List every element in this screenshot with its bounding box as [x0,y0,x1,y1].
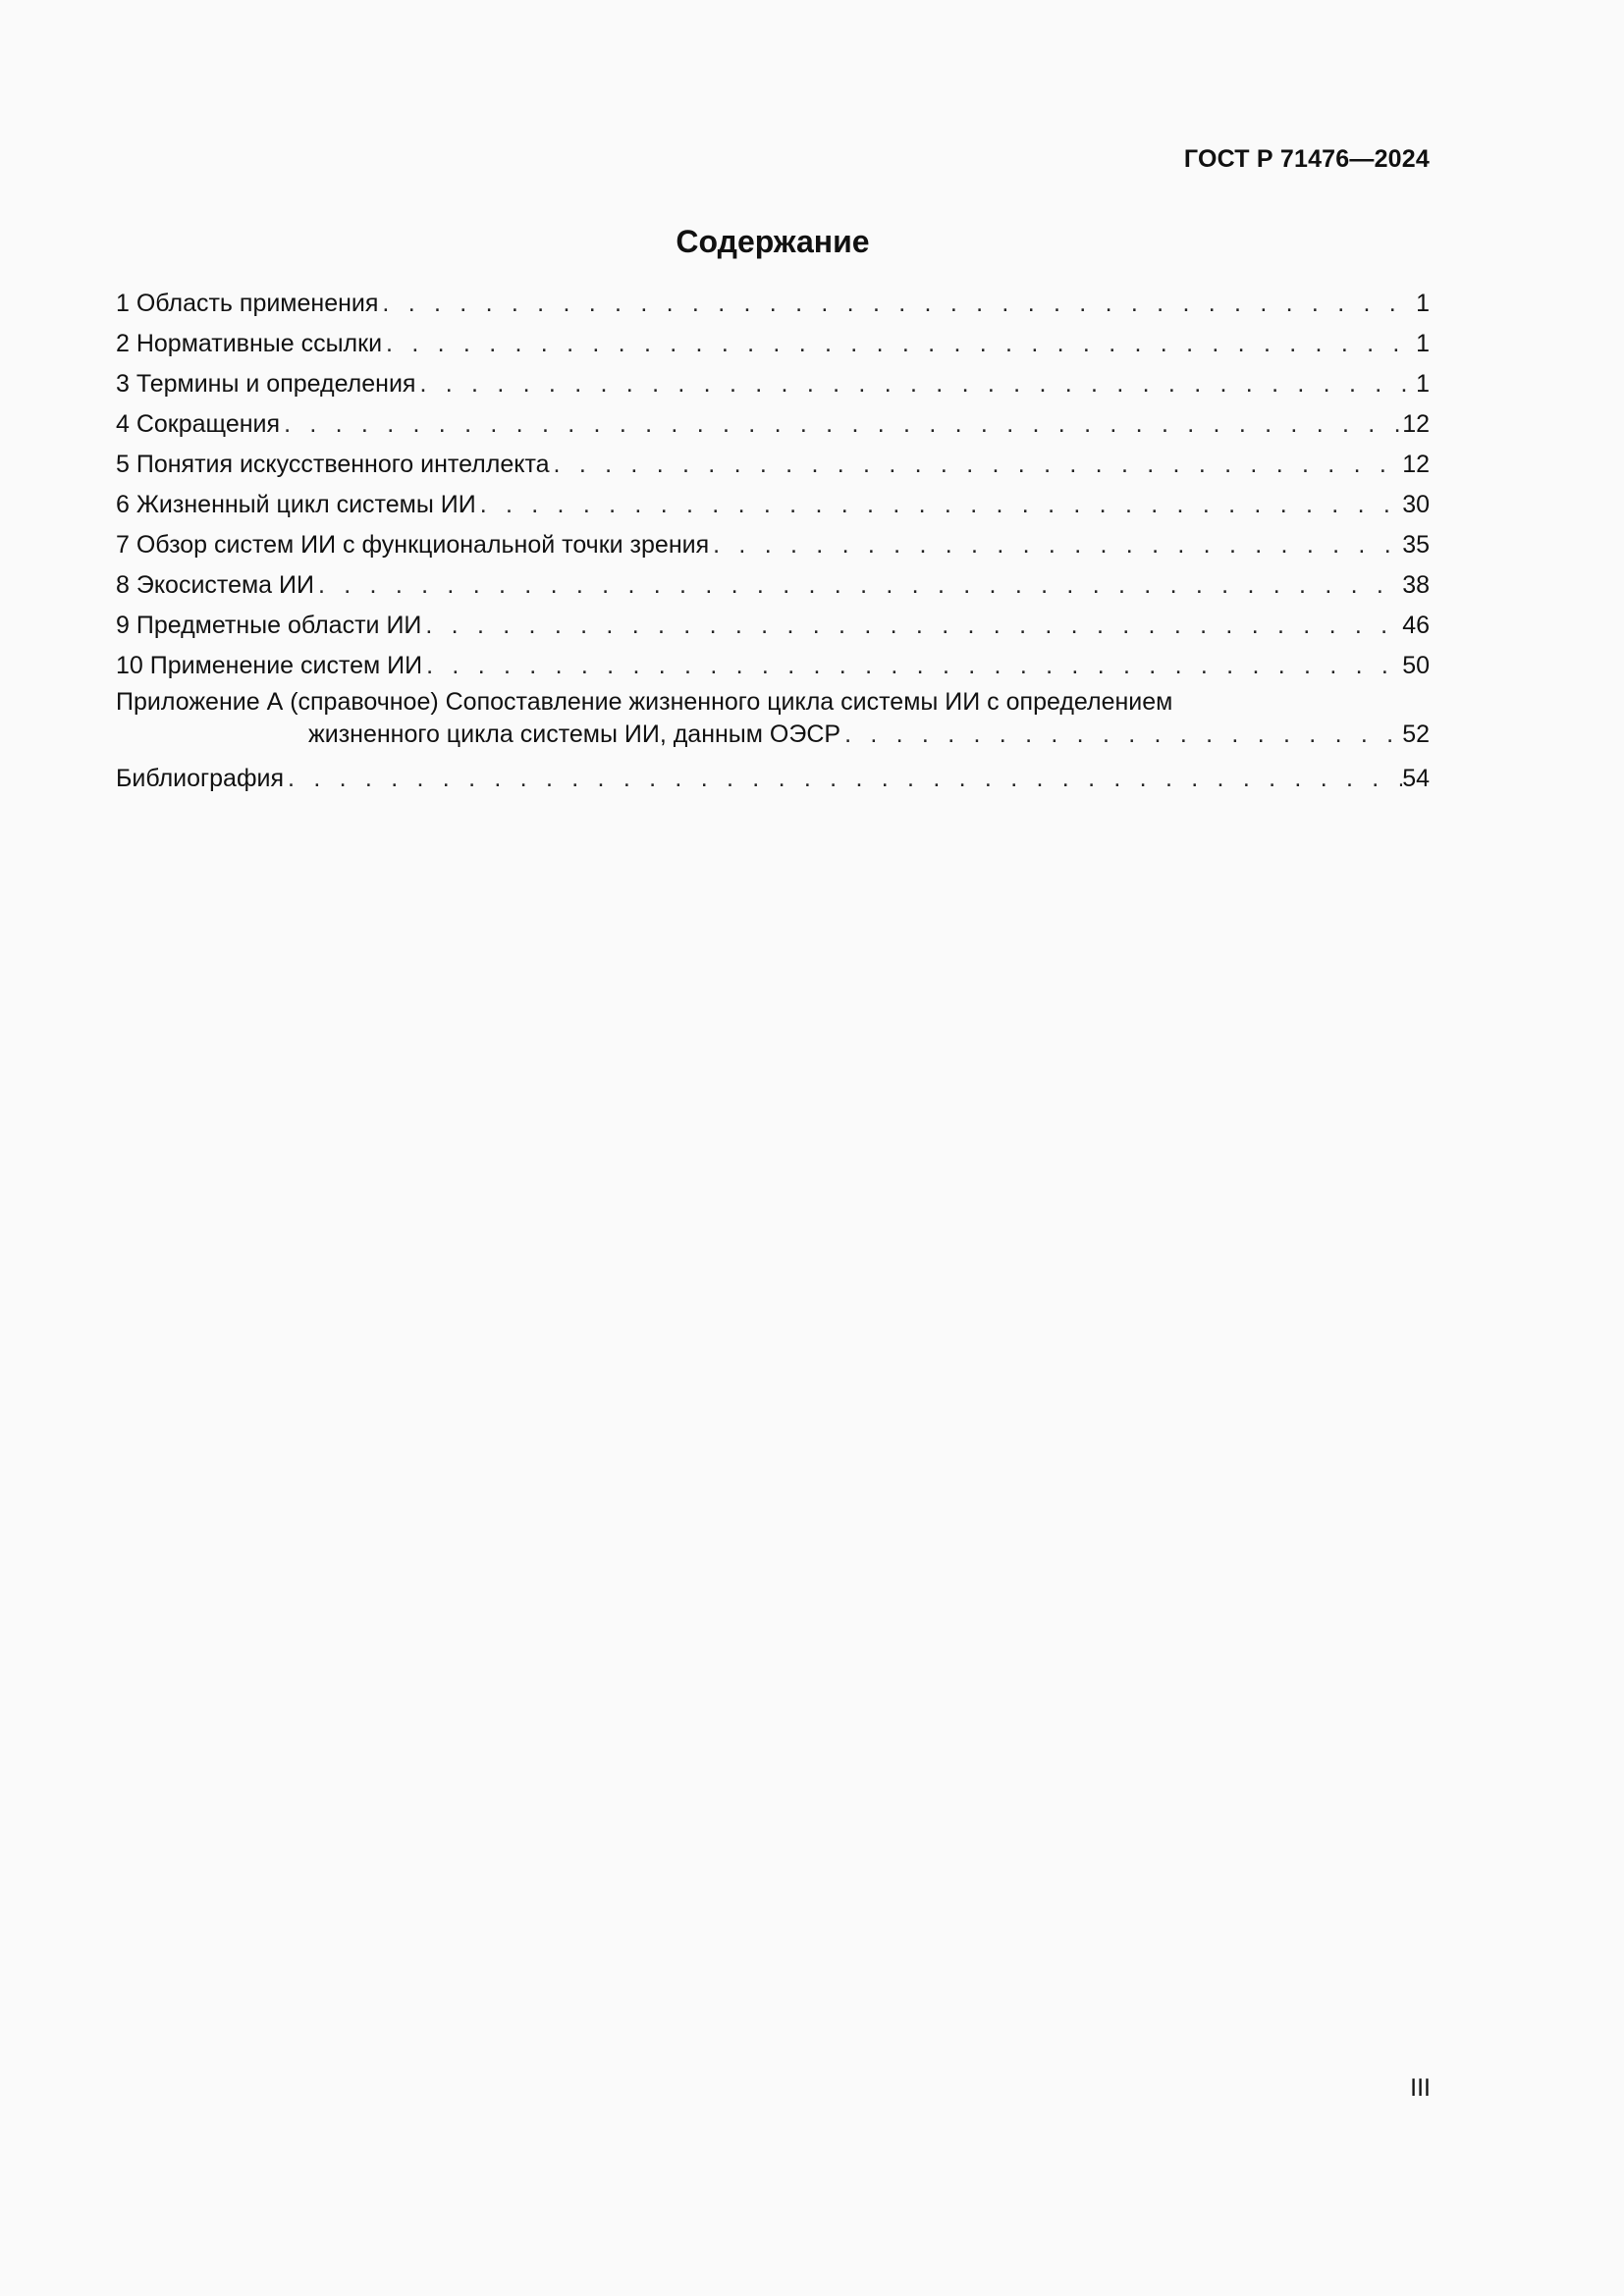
toc-leader-dots [419,364,1416,404]
toc-entry-page: 30 [1402,491,1430,518]
toc-entry-annex[interactable] [116,686,1430,751]
toc-entry-page: 50 [1402,652,1430,679]
toc-entry-label: 5 Понятия искусственного интеллекта [116,451,550,478]
toc-entry[interactable] [116,324,1430,364]
toc-entry-page: 38 [1402,571,1430,599]
toc-leader-dots [426,646,1402,686]
toc-entry-page: 1 [1416,330,1430,357]
toc-entry[interactable] [116,284,1430,324]
toc-entry-label: 8 Экосистема ИИ [116,571,314,599]
toc-entry[interactable] [116,646,1430,686]
toc-leader-dots [318,565,1402,606]
toc-entry-label: 1 Область применения [116,290,379,317]
toc-entry-page: 52 [1402,721,1430,748]
toc-leader-dots [554,445,1403,485]
toc-entry[interactable] [116,525,1430,565]
standard-code: ГОСТ Р 71476—2024 [1183,145,1430,173]
toc-entry-label: 4 Сокращения [116,410,281,438]
toc-entry-page: 46 [1402,612,1430,639]
toc-leader-dots [480,485,1403,525]
table-of-contents [116,284,1430,799]
toc-leader-dots [844,719,1402,751]
toc-leader-dots [284,404,1402,445]
toc-entry[interactable] [116,606,1430,646]
toc-title: Содержание [676,224,870,259]
toc-entry-label: 10 Применение систем ИИ [116,652,423,679]
toc-leader-dots [382,284,1416,324]
toc-leader-dots [425,606,1402,646]
toc-leader-dots [288,759,1402,799]
toc-entry-label: 7 Обзор систем ИИ с функциональной точки зрения [116,531,710,559]
toc-annex-continuation [116,719,1430,751]
toc-leader-dots [713,525,1402,565]
toc-entry-label: 3 Термины и определения [116,370,416,398]
toc-entry[interactable] [116,445,1430,485]
toc-entry-page: 54 [1402,765,1430,792]
toc-entry[interactable] [116,404,1430,445]
toc-entry-label: 9 Предметные области ИИ [116,612,422,639]
toc-entry-page: 35 [1402,531,1430,559]
toc-entry-label: 6 Жизненный цикл системы ИИ [116,491,476,518]
toc-entry-label: Библиография [116,765,285,792]
toc-leader-dots [386,324,1416,364]
toc-annex-title-line1: Приложение А (справочное) Сопоставление жизненного цикла системы ИИ с определением [116,688,1173,716]
toc-entry-label: 2 Нормативные ссылки [116,330,383,357]
page-number: III [1410,2074,1431,2102]
toc-entry[interactable] [116,364,1430,404]
toc-entry-page: 1 [1416,290,1430,317]
toc-entry[interactable] [116,485,1430,525]
toc-entry[interactable] [116,565,1430,606]
toc-entry-page: 12 [1402,410,1430,438]
toc-entry-bibliography[interactable] [116,759,1430,799]
toc-annex-title-line2: жизненного цикла системы ИИ, данным ОЭСР [308,721,841,748]
toc-entry-page: 12 [1402,451,1430,478]
toc-entry-page: 1 [1416,370,1430,398]
